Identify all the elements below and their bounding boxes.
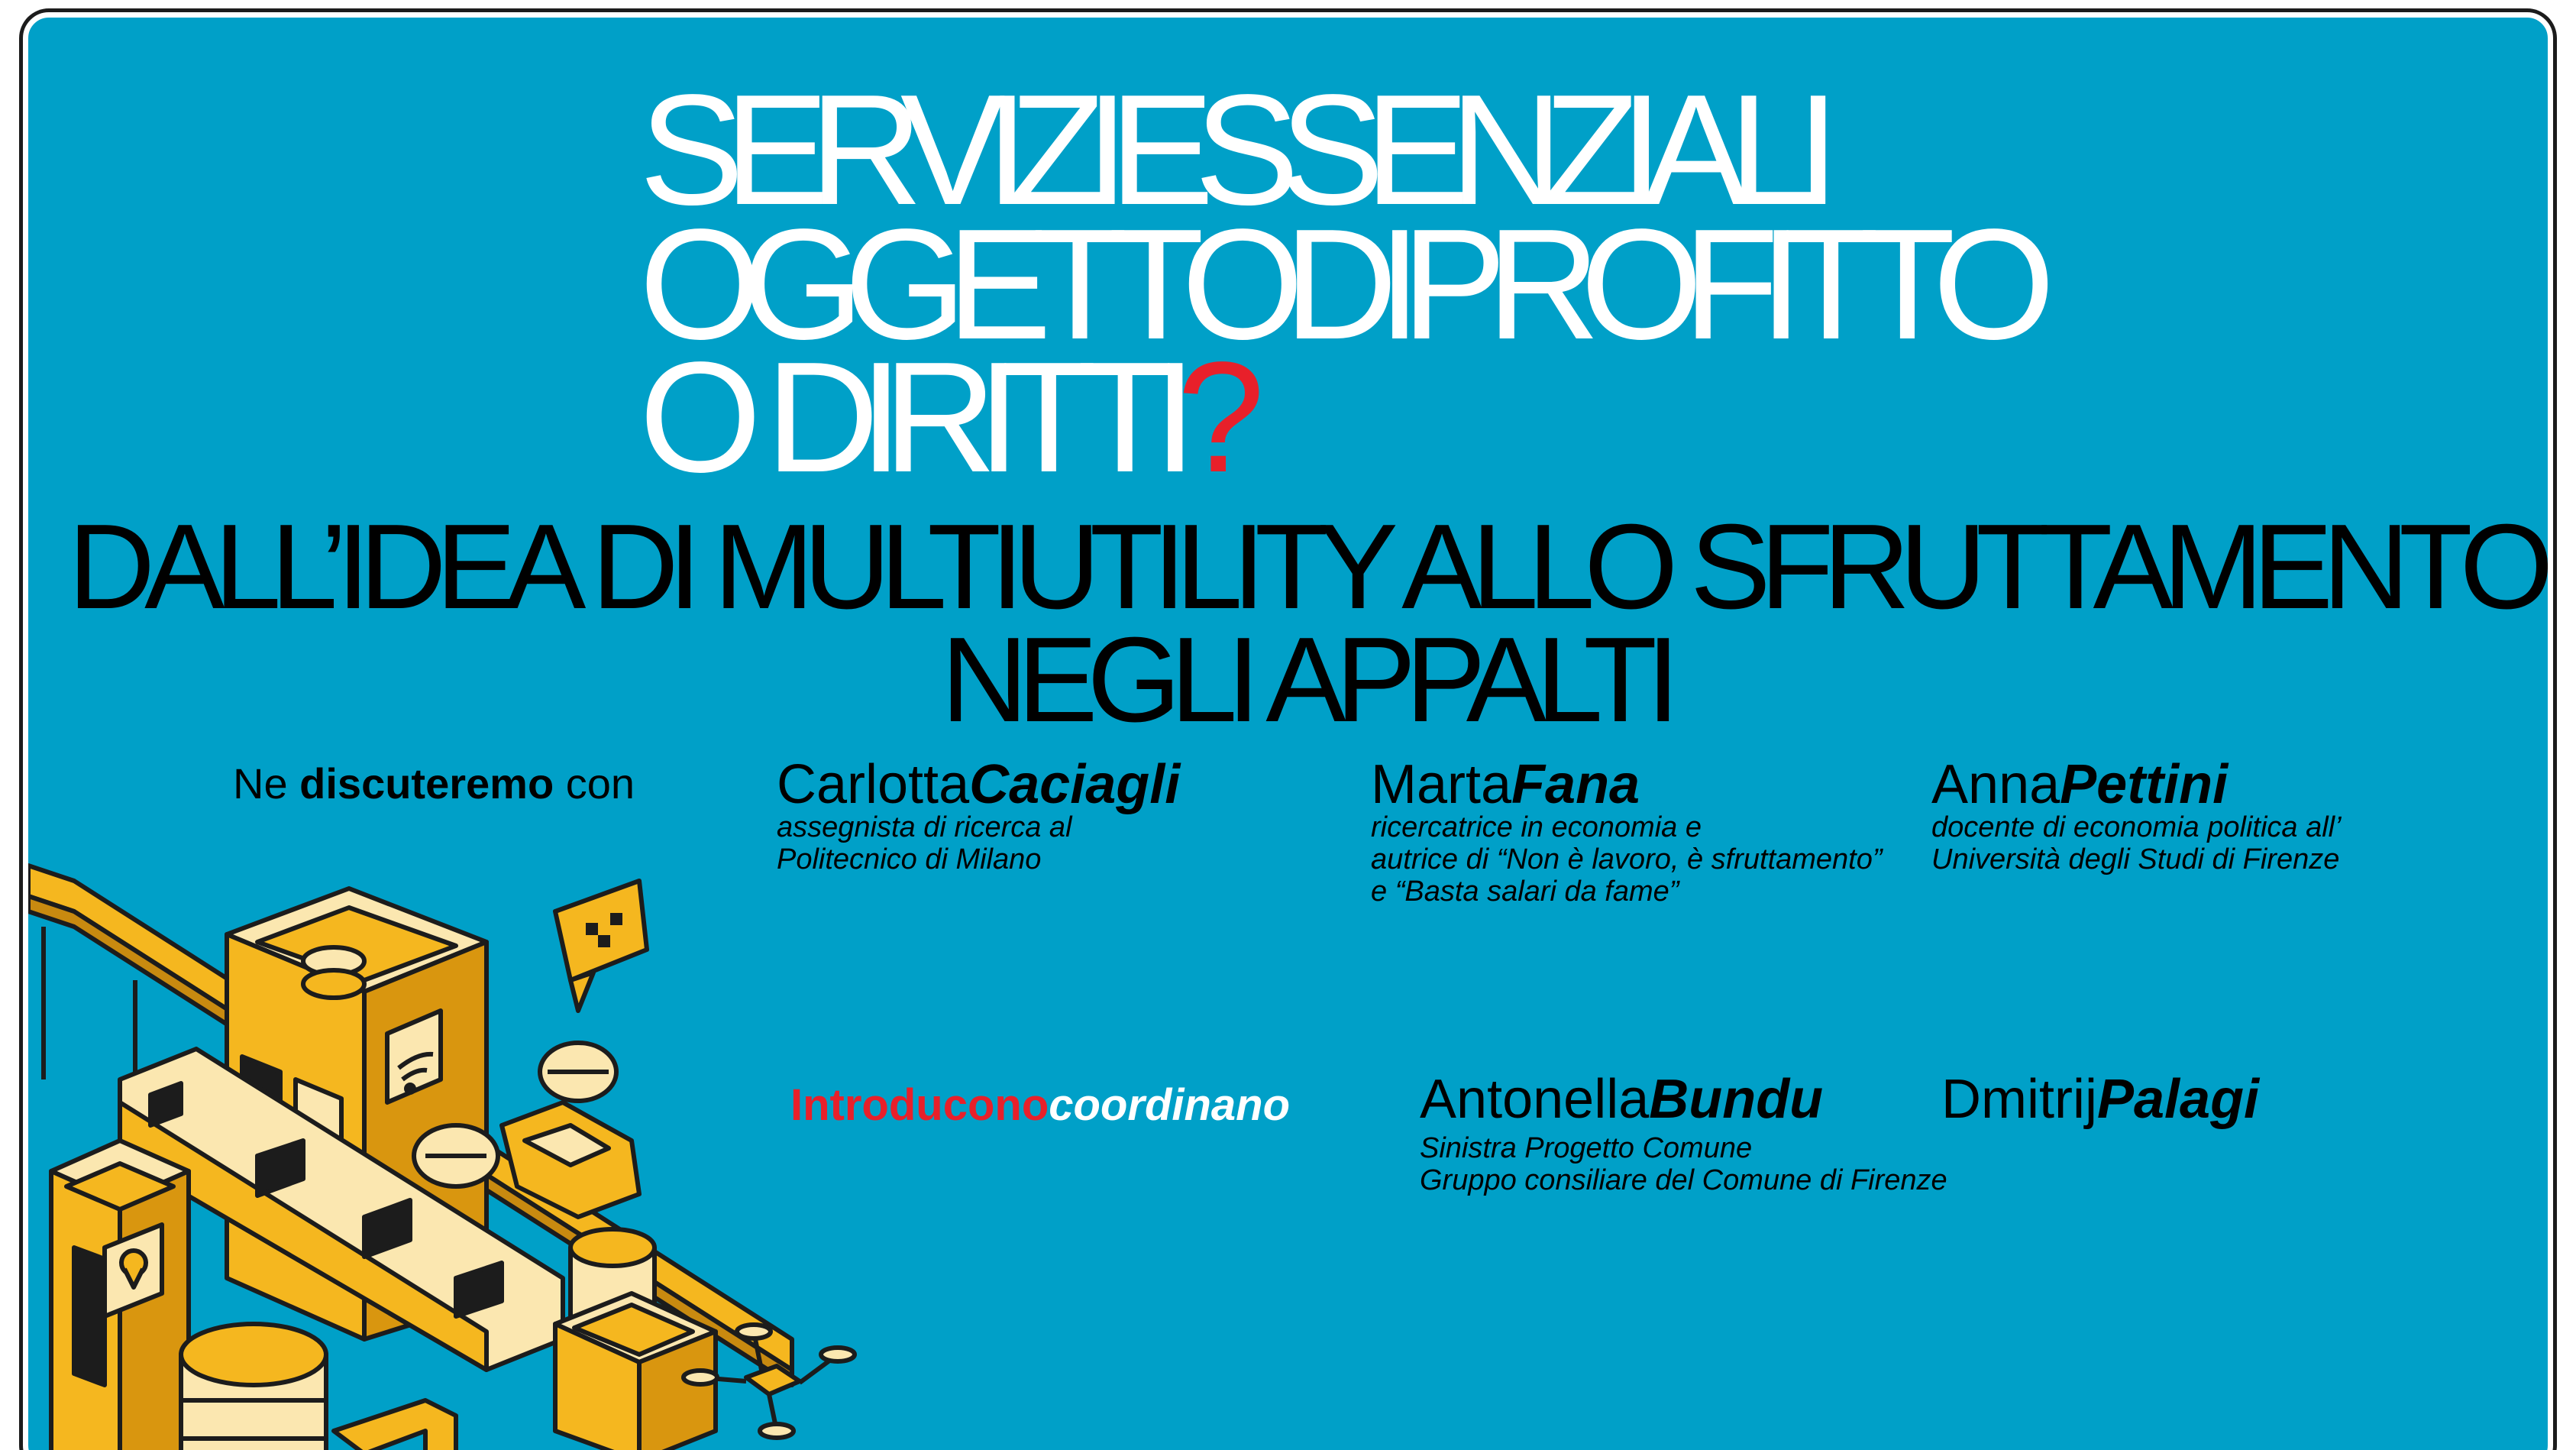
intro-con: con xyxy=(565,759,635,808)
taxi-chat-icon xyxy=(555,881,647,1011)
speaker-pettini xyxy=(1931,754,2342,876)
host-name: DmitrijPalagi xyxy=(1941,1069,2260,1130)
headline-line-3 xyxy=(639,329,1265,505)
speaker-role: assegnista di ricerca al Politecnico di Milano xyxy=(777,811,1072,876)
host-palagi xyxy=(1941,1069,2260,1130)
speaker-name: MartaFana xyxy=(1371,754,1640,815)
host-affiliation: Sinistra Progetto Comune Gruppo consiliare del Comune di Firenze xyxy=(1420,1132,1947,1196)
host-bundu xyxy=(1420,1069,1947,1197)
speaker-name: CarlottaCaciagli xyxy=(777,754,1181,815)
city-illustration xyxy=(28,850,884,1450)
question-mark: ? xyxy=(1177,329,1265,505)
speaker-name: AnnaPettini xyxy=(1931,754,2229,815)
pipe xyxy=(334,1400,456,1450)
host-name: AntonellaBundu xyxy=(1420,1069,1824,1130)
speaker-role: ricercatrice in economia e autrice di “Non è lavoro, è sfruttamento” e “Basta salari da fame” xyxy=(1371,811,1883,908)
intro-ne: Ne xyxy=(233,759,288,808)
poster-panel xyxy=(23,12,2553,1450)
headline-line-1: SERVIZIESSENZIALI xyxy=(639,62,1821,238)
headline-line-2: OGGETTODIPROFITTO xyxy=(639,196,2035,372)
intro-discuteremo: discuteremo xyxy=(299,759,554,808)
speaker-fana xyxy=(1371,754,1883,908)
subtitle-line-2: NEGLI APPALTI xyxy=(941,613,1669,747)
intro-text xyxy=(233,759,635,808)
coordination-label: Introduconocoordinano xyxy=(790,1080,1291,1130)
speaker-role: docente di economia politica all’ Università degli Studi di Firenze xyxy=(1931,811,2342,876)
headline-text: O DIRITTI xyxy=(639,329,1178,505)
subtitle-line-1: DALL’IDEA DI MULTIUTILITY ALLO SFRUTTAMENTO xyxy=(68,500,2543,634)
